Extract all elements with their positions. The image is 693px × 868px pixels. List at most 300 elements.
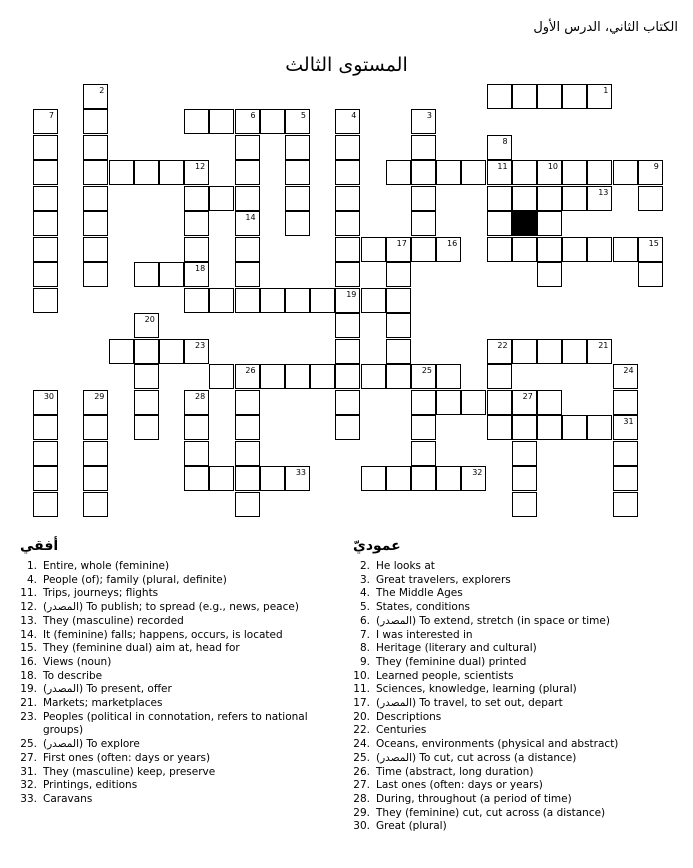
grid-cell[interactable] [184, 288, 209, 313]
grid-cell[interactable] [33, 390, 58, 415]
clue-text: It (feminine) falls; happens, occurs, is located [43, 628, 283, 641]
clue-item [353, 670, 673, 684]
grid-cell[interactable] [235, 390, 260, 415]
grid-cell[interactable] [83, 237, 108, 262]
clue-text: They (masculine) keep, preserve [43, 765, 216, 778]
grid-cell[interactable] [587, 186, 612, 211]
clue-item [20, 683, 320, 697]
grid-cell[interactable] [83, 390, 108, 415]
grid-cell[interactable] [83, 160, 108, 185]
clue-text: During, throughout (a period of time) [376, 792, 572, 805]
grid-cell[interactable] [209, 288, 234, 313]
cell-number: 33 [295, 468, 306, 477]
cell-number: 24 [623, 366, 634, 375]
grid-cell[interactable] [487, 211, 512, 236]
clue-text: (المصدر) To publish; to spread (e.g., news, peace) [43, 601, 299, 614]
grid-cell[interactable] [587, 237, 612, 262]
clue-text: Heritage (literary and cultural) [376, 642, 537, 655]
cell-number: 17 [396, 238, 407, 248]
grid-cell[interactable] [33, 109, 58, 134]
cell-number: 8 [502, 136, 508, 146]
grid-cell[interactable] [235, 135, 260, 160]
grid-cell[interactable] [83, 492, 108, 517]
grid-cell[interactable] [537, 211, 562, 236]
grid-cell[interactable] [537, 160, 562, 185]
black-square [512, 211, 537, 236]
grid-cell[interactable] [512, 466, 537, 491]
grid-cell[interactable] [512, 441, 537, 466]
grid-cell[interactable] [638, 237, 663, 262]
grid-cell[interactable] [235, 415, 260, 440]
grid-cell[interactable] [335, 211, 360, 236]
clue-text: Oceans, environments (physical and abstract) [376, 738, 619, 751]
grid-cell[interactable] [537, 339, 562, 364]
grid-cell[interactable] [562, 415, 587, 440]
grid-cell[interactable] [361, 288, 386, 313]
grid-cell[interactable] [134, 339, 159, 364]
cell-number: 6 [250, 111, 256, 120]
clue-number: 15. [20, 642, 37, 655]
grid-cell[interactable] [235, 109, 260, 134]
clue-item [353, 642, 673, 656]
grid-cell[interactable] [487, 186, 512, 211]
clue-number: 24. [353, 738, 370, 751]
grid-cell[interactable] [33, 237, 58, 262]
clue-text: (المصدر) To present, offer [43, 683, 172, 696]
clue-text: They (feminine dual) aim at, head for [43, 642, 240, 655]
grid-cell[interactable] [109, 160, 134, 185]
grid-cell[interactable] [537, 415, 562, 440]
clue-number: 11. [20, 587, 37, 600]
grid-cell[interactable] [184, 262, 209, 287]
grid-cell[interactable] [512, 160, 537, 185]
cell-number: 2 [99, 85, 105, 95]
grid-cell[interactable] [613, 390, 638, 415]
clue-number: 9. [359, 655, 370, 668]
grid-cell[interactable] [487, 160, 512, 185]
grid-cell[interactable] [613, 415, 638, 440]
clue-item [20, 697, 320, 711]
clue-item [20, 738, 320, 752]
clue-text: Learned people, scientists [376, 669, 514, 682]
clue-item [353, 574, 673, 588]
clue-item [20, 766, 320, 780]
grid-cell[interactable] [386, 160, 411, 185]
grid-cell[interactable] [487, 415, 512, 440]
cell-number: 30 [43, 391, 54, 401]
grid-cell[interactable] [537, 390, 562, 415]
grid-cell[interactable] [235, 288, 260, 313]
grid-cell[interactable] [335, 186, 360, 211]
clue-text: To describe [43, 669, 103, 682]
grid-cell[interactable] [285, 109, 310, 134]
grid-cell[interactable] [285, 466, 310, 491]
grid-cell[interactable] [184, 211, 209, 236]
clue-number: 3. [359, 573, 370, 586]
grid-cell[interactable] [411, 441, 436, 466]
clue-item [353, 697, 673, 711]
grid-cell[interactable] [638, 160, 663, 185]
cell-number: 11 [497, 162, 508, 171]
page-title: المستوى الثالث [285, 54, 408, 76]
grid-cell[interactable] [134, 364, 159, 389]
cell-number: 25 [421, 366, 432, 375]
grid-cell[interactable] [638, 186, 663, 211]
grid-cell[interactable] [285, 211, 310, 236]
clue-item [353, 587, 673, 601]
grid-cell[interactable] [512, 237, 537, 262]
grid-cell[interactable] [235, 364, 260, 389]
grid-cell[interactable] [361, 466, 386, 491]
clue-item [20, 587, 320, 601]
grid-cell[interactable] [83, 84, 108, 109]
clue-text: States, conditions [376, 601, 470, 614]
clue-number: 22. [353, 724, 370, 737]
grid-cell[interactable] [335, 262, 360, 287]
grid-cell[interactable] [235, 186, 260, 211]
clue-item [20, 793, 320, 807]
cell-number: 18 [195, 264, 206, 273]
grid-cell[interactable] [83, 211, 108, 236]
grid-cell[interactable] [436, 364, 461, 389]
grid-cell[interactable] [512, 339, 537, 364]
grid-cell[interactable] [33, 466, 58, 491]
grid-cell[interactable] [512, 84, 537, 109]
clue-number: 33. [20, 792, 37, 805]
clue-number: 6. [359, 614, 370, 627]
grid-cell[interactable] [436, 160, 461, 185]
clue-text: First ones (often: days or years) [43, 751, 211, 764]
grid-cell[interactable] [310, 288, 335, 313]
grid-cell[interactable] [209, 186, 234, 211]
cell-number: 4 [351, 111, 357, 120]
cell-number: 31 [623, 417, 634, 426]
clue-number: 28. [353, 792, 370, 805]
grid-cell[interactable] [638, 262, 663, 287]
cell-number: 13 [598, 187, 609, 197]
grid-cell[interactable] [537, 237, 562, 262]
clue-item [20, 615, 320, 629]
grid-cell[interactable] [159, 339, 184, 364]
grid-cell[interactable] [487, 84, 512, 109]
grid-cell[interactable] [33, 288, 58, 313]
grid-cell[interactable] [436, 466, 461, 491]
clue-number: 8. [359, 642, 370, 655]
clue-item [353, 601, 673, 615]
grid-cell[interactable] [184, 160, 209, 185]
across-heading: أفقي [20, 538, 59, 554]
grid-cell[interactable] [587, 339, 612, 364]
clue-item [353, 738, 673, 752]
grid-cell[interactable] [285, 186, 310, 211]
clue-item [353, 683, 673, 697]
cell-number: 21 [598, 340, 609, 350]
clue-item [353, 752, 673, 766]
grid-cell[interactable] [33, 415, 58, 440]
grid-cell[interactable] [209, 364, 234, 389]
clue-text: I was interested in [376, 628, 473, 641]
clue-item [20, 711, 320, 738]
grid-cell[interactable] [512, 415, 537, 440]
clue-text: (المصدر) To travel, to set out, depart [376, 697, 563, 710]
grid-cell[interactable] [613, 492, 638, 517]
grid-cell[interactable] [562, 186, 587, 211]
cell-number: 7 [48, 111, 54, 120]
grid-cell[interactable] [310, 364, 335, 389]
clue-text: Centuries [376, 724, 427, 737]
grid-cell[interactable] [260, 109, 285, 134]
grid-cell[interactable] [235, 237, 260, 262]
grid-cell[interactable] [487, 364, 512, 389]
grid-cell[interactable] [83, 441, 108, 466]
cell-number: 29 [94, 391, 105, 401]
grid-cell[interactable] [83, 262, 108, 287]
clue-number: 7. [359, 628, 370, 641]
grid-cell[interactable] [411, 364, 436, 389]
grid-cell[interactable] [512, 492, 537, 517]
grid-cell[interactable] [33, 160, 58, 185]
grid-cell[interactable] [335, 135, 360, 160]
clue-number: 26. [353, 765, 370, 778]
grid-cell[interactable] [184, 466, 209, 491]
clue-number: 12. [20, 601, 37, 614]
grid-cell[interactable] [361, 364, 386, 389]
grid-cell[interactable] [285, 288, 310, 313]
grid-cell[interactable] [33, 211, 58, 236]
clue-item [20, 779, 320, 793]
grid-cell[interactable] [386, 339, 411, 364]
grid-cell[interactable] [386, 313, 411, 338]
grid-cell[interactable] [209, 466, 234, 491]
grid-cell[interactable] [411, 415, 436, 440]
clue-item [20, 656, 320, 670]
clue-item [353, 807, 673, 821]
grid-cell[interactable] [235, 441, 260, 466]
grid-cell[interactable] [235, 262, 260, 287]
grid-cell[interactable] [33, 492, 58, 517]
grid-cell[interactable] [386, 364, 411, 389]
grid-cell[interactable] [411, 160, 436, 185]
clue-text: Great (plural) [376, 820, 447, 833]
clue-number: 19. [20, 683, 37, 696]
grid-cell[interactable] [33, 441, 58, 466]
grid-cell[interactable] [83, 109, 108, 134]
grid-cell[interactable] [386, 288, 411, 313]
grid-cell[interactable] [235, 160, 260, 185]
grid-cell[interactable] [613, 441, 638, 466]
grid-cell[interactable] [109, 339, 134, 364]
grid-cell[interactable] [33, 135, 58, 160]
clue-text: Entire, whole (feminine) [43, 560, 170, 572]
grid-cell[interactable] [285, 160, 310, 185]
grid-cell[interactable] [159, 160, 184, 185]
grid-cell[interactable] [587, 415, 612, 440]
grid-cell[interactable] [613, 466, 638, 491]
grid-cell[interactable] [184, 339, 209, 364]
cell-number: 28 [195, 391, 206, 401]
grid-cell[interactable] [235, 492, 260, 517]
clue-text: Caravans [43, 792, 93, 805]
grid-cell[interactable] [184, 390, 209, 415]
cell-number: 16 [447, 238, 458, 248]
clue-item [20, 560, 320, 574]
grid-cell[interactable] [335, 339, 360, 364]
grid-cell[interactable] [411, 135, 436, 160]
grid-cell[interactable] [487, 135, 512, 160]
clue-number: 27. [353, 779, 370, 792]
clue-item [20, 629, 320, 643]
grid-cell[interactable] [512, 186, 537, 211]
grid-cell[interactable] [335, 364, 360, 389]
grid-cell[interactable] [335, 313, 360, 338]
grid-cell[interactable] [134, 415, 159, 440]
grid-cell[interactable] [134, 160, 159, 185]
grid-cell[interactable] [461, 390, 486, 415]
grid-cell[interactable] [260, 466, 285, 491]
grid-cell[interactable] [411, 390, 436, 415]
grid-cell[interactable] [184, 441, 209, 466]
grid-cell[interactable] [436, 237, 461, 262]
clue-number: 14. [20, 628, 37, 641]
grid-cell[interactable] [134, 313, 159, 338]
grid-cell[interactable] [184, 415, 209, 440]
cell-number: 22 [497, 340, 508, 350]
clue-number: 21. [20, 697, 37, 710]
clue-text: Time (abstract, long duration) [376, 765, 534, 778]
clue-number: 2. [359, 560, 370, 572]
grid-cell[interactable] [235, 211, 260, 236]
clue-number: 16. [20, 655, 37, 668]
clue-number: 30. [353, 820, 370, 833]
clue-number: 17. [353, 697, 370, 710]
grid-cell[interactable] [335, 237, 360, 262]
clue-text: The Middle Ages [376, 587, 463, 600]
grid-cell[interactable] [386, 237, 411, 262]
grid-cell[interactable] [487, 339, 512, 364]
grid-cell[interactable] [613, 160, 638, 185]
down-clue-list [353, 560, 673, 834]
clue-number: 11. [353, 683, 370, 696]
grid-cell[interactable] [512, 390, 537, 415]
clue-text: Sciences, knowledge, learning (plural) [376, 683, 577, 696]
cell-number: 9 [653, 162, 659, 171]
grid-cell[interactable] [83, 186, 108, 211]
grid-cell[interactable] [613, 237, 638, 262]
grid-cell[interactable] [134, 390, 159, 415]
grid-cell[interactable] [487, 237, 512, 262]
grid-cell[interactable] [411, 466, 436, 491]
grid-cell[interactable] [562, 160, 587, 185]
clue-item [20, 752, 320, 766]
grid-cell[interactable] [209, 109, 234, 134]
clue-number: 27. [20, 751, 37, 764]
grid-cell[interactable] [184, 109, 209, 134]
clue-text: Peoples (political in connotation, refers to national groups) [43, 710, 308, 737]
clue-item [353, 724, 673, 738]
grid-cell[interactable] [386, 466, 411, 491]
clue-text: They (masculine) recorded [43, 614, 184, 627]
clue-number: 13. [20, 614, 37, 627]
clue-item [20, 574, 320, 588]
clue-number: 25. [353, 751, 370, 764]
grid-cell[interactable] [159, 262, 184, 287]
grid-cell[interactable] [335, 390, 360, 415]
grid-cell[interactable] [260, 364, 285, 389]
grid-cell[interactable] [83, 135, 108, 160]
clue-item [353, 615, 673, 629]
grid-cell[interactable] [411, 186, 436, 211]
grid-cell[interactable] [411, 211, 436, 236]
clue-item [353, 656, 673, 670]
grid-cell[interactable] [411, 237, 436, 262]
clue-text: Last ones (often: days or years) [376, 779, 543, 792]
grid-cell[interactable] [335, 415, 360, 440]
clue-text: They (feminine dual) printed [376, 655, 527, 668]
grid-cell[interactable] [335, 288, 360, 313]
cell-number: 5 [300, 111, 306, 120]
grid-cell[interactable] [285, 135, 310, 160]
grid-cell[interactable] [587, 84, 612, 109]
clue-item [353, 779, 673, 793]
grid-cell[interactable] [235, 466, 260, 491]
grid-cell[interactable] [33, 262, 58, 287]
grid-cell[interactable] [537, 186, 562, 211]
grid-cell[interactable] [335, 160, 360, 185]
grid-cell[interactable] [613, 364, 638, 389]
grid-cell[interactable] [537, 262, 562, 287]
grid-cell[interactable] [562, 84, 587, 109]
grid-cell[interactable] [184, 186, 209, 211]
clue-text: (المصدر) To cut, cut across (a distance) [376, 751, 577, 764]
grid-cell[interactable] [562, 339, 587, 364]
clue-text: Trips, journeys; flights [43, 587, 159, 600]
clue-text: Printings, editions [43, 779, 138, 792]
clue-text: (المصدر) To explore [43, 738, 140, 751]
grid-cell[interactable] [335, 109, 360, 134]
clue-item [353, 629, 673, 643]
grid-cell[interactable] [83, 466, 108, 491]
clue-item [353, 766, 673, 780]
grid-cell[interactable] [33, 186, 58, 211]
grid-cell[interactable] [562, 237, 587, 262]
clue-item [353, 793, 673, 807]
grid-cell[interactable] [386, 262, 411, 287]
clue-number: 32. [20, 779, 37, 792]
grid-cell[interactable] [184, 237, 209, 262]
book-lesson-label: الكتاب الثاني، الدرس الأول [533, 20, 678, 35]
clue-number: 20. [353, 710, 370, 723]
cell-number: 32 [472, 468, 483, 477]
cell-number: 14 [245, 213, 256, 222]
clue-text: Views (noun) [43, 655, 112, 668]
grid-cell[interactable] [411, 109, 436, 134]
grid-cell[interactable] [537, 84, 562, 109]
grid-cell[interactable] [134, 262, 159, 287]
clue-item [20, 601, 320, 615]
grid-cell[interactable] [436, 390, 461, 415]
grid-cell[interactable] [361, 237, 386, 262]
grid-cell[interactable] [260, 288, 285, 313]
grid-cell[interactable] [587, 160, 612, 185]
grid-cell[interactable] [83, 415, 108, 440]
clue-number: 23. [20, 710, 37, 723]
grid-cell[interactable] [487, 390, 512, 415]
grid-cell[interactable] [461, 466, 486, 491]
clue-number: 4. [26, 573, 37, 586]
grid-cell[interactable] [285, 364, 310, 389]
cell-number: 20 [144, 315, 155, 324]
grid-cell[interactable] [461, 160, 486, 185]
